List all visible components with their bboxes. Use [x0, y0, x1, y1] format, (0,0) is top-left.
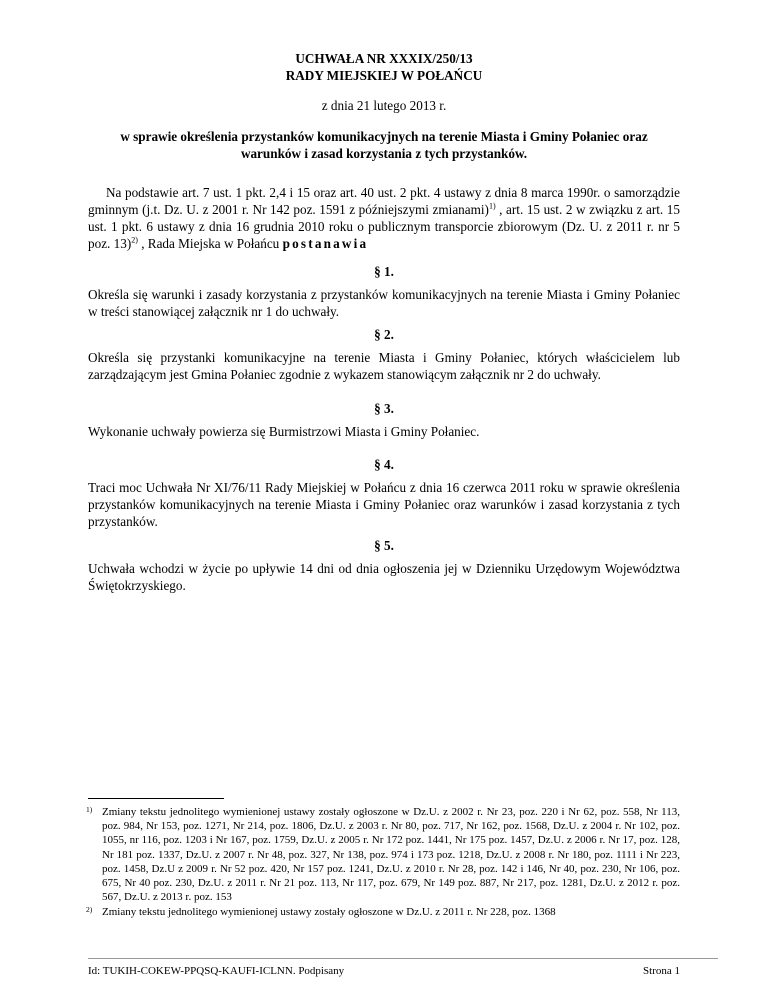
resolution-date: z dnia 21 lutego 2013 r. [321, 98, 447, 113]
section-2-text: Określa się przystanki komunikacyjne na terenie Miasta i Gminy Połaniec, których właścicielem lub zarządzającym jest Gmina Połaniec zgodnie z wykazem stanowiącym załącznik nr 2 do uchwały. [88, 350, 680, 382]
footer-divider [88, 958, 718, 959]
preamble-text-a: Na podstawie art. 7 ust. 1 pkt. 2,4 i 15 oraz art. 40 ust. 2 pkt. 4 ustawy z dnia 8 marca 1990r. o samorządzie gminnym (j.t. Dz. U. z 2001 r. Nr 142 poz. 1591 z późniejszymi zmianami) [88, 185, 680, 217]
footnote-2-mark: 2) [86, 905, 93, 914]
section-5-text: Uchwała wchodzi w życie po upływie 14 dni od dnia ogłoszenia jej w Dzienniku Urzędowym Województwa Świętokrzyskiego. [88, 561, 680, 593]
page-number: Strona 1 [643, 965, 680, 977]
footnote-2-text: Zmiany tekstu jednolitego wymienionej ustawy zostały ogłoszone w Dz.U. z 2011 r. Nr 228, poz. 1368 [102, 906, 556, 918]
section-1-text: Określa się warunki i zasady korzystania z przystanków komunikacyjnych na terenie Miasta i Gminy Połaniec w treści stanowiącej załącznik nr 1 do uchwały. [88, 287, 680, 319]
section-2-heading: § 2. [374, 327, 394, 342]
footnote-1-mark: 1) [86, 805, 93, 814]
section-4-heading: § 4. [374, 457, 394, 472]
preamble-text-c: , Rada Miejska w Połańcu [137, 236, 283, 251]
section-3-heading: § 3. [374, 401, 394, 416]
footnote-divider [88, 798, 224, 799]
preamble-text-b: , art. 15 ust. 2 w związku z art. 15 ust. 1 pkt. 6 ustawy z dnia 16 grudnia 2010 roku o publicznym transporcie zbiorowym (Dz. U. z 2011 r. nr 5 poz. 13) [88, 202, 680, 251]
footnote-1-text: Zmiany tekstu jednolitego wymienionej ustawy zostały ogłoszone w Dz.U. z 2002 r. Nr 23, poz. 220 i Nr 62, poz. 558, Nr 113, poz. 984, Nr 153, poz. 1271, Nr 214, poz. 1806, Dz.U. z 2003 r. Nr 80, poz. 717, Nr 162, poz. 1568, Dz.U. z 2004 r. Nr 102, poz. 1055, nr 116, poz. 1203 i Nr 167, poz. 1759, Dz.U. z 2005 r. Nr 172 poz. 1441, Nr 175 poz. 1457, Dz.U. z 2006 r. Nr 17, poz. 128, Nr 181 poz. 1337, Dz.U. z 2007 r. Nr 48, poz. 327, Nr 138, poz. 974 i 173 poz. 1218, Dz.U. z 2008 r. Nr 180, poz. 1111 i Nr 223, poz. 1458, Dz.U z 2009 r. Nr 52 poz. 420, Nr 157 poz. 1241, Dz.U. z 2010 r. Nr 28, poz. 142 i 146, Nr 40, poz. 230, Nr 106, poz. 675, Nr 40 poz. 230, Dz.U. z 2011 r. Nr 21 poz. 113, Nr 117, poz. 679, Nr 149 poz. 887, Nr 217, poz. 1281, Dz.U. z 2012 r. poz. 567, Dz.U. z 2013 r. poz. 153 [102, 806, 680, 904]
decree-word: postanawia [282, 236, 369, 251]
resolution-number: UCHWAŁA NR XXXIX/250/13 [295, 51, 473, 66]
preamble [88, 184, 680, 252]
footnote-ref-2: 2) [131, 235, 138, 245]
section-4-text: Traci moc Uchwała Nr XI/76/11 Rady Miejskiej w Połańcu z dnia 16 czerwca 2011 roku w sprawie określenia przystanków komunikacyjnych na terenie Miasta i Gminy Połaniec oraz warunków i zasad korzystania z tych przystanków. [88, 480, 680, 529]
footnote-ref-1: 1) [488, 201, 496, 211]
council-name: RADY MIEJSKIEJ W POŁAŃCU [285, 68, 483, 83]
footnote-2 [88, 905, 680, 919]
footnote-1 [88, 805, 680, 904]
section-3-text: Wykonanie uchwały powierza się Burmistrzowi Miasta i Gminy Połaniec. [88, 424, 480, 439]
resolution-subject: w sprawie określenia przystanków komunikacyjnych na terenie Miasta i Gminy Połaniec oraz warunków i zasad korzystania z tych przystanków. [120, 129, 648, 161]
section-1-heading: § 1. [374, 264, 394, 279]
document-id: Id: TUKIH-COKEW-PPQSQ-KAUFI-ICLNN. Podpisany [88, 965, 345, 977]
section-5-heading: § 5. [374, 538, 394, 553]
